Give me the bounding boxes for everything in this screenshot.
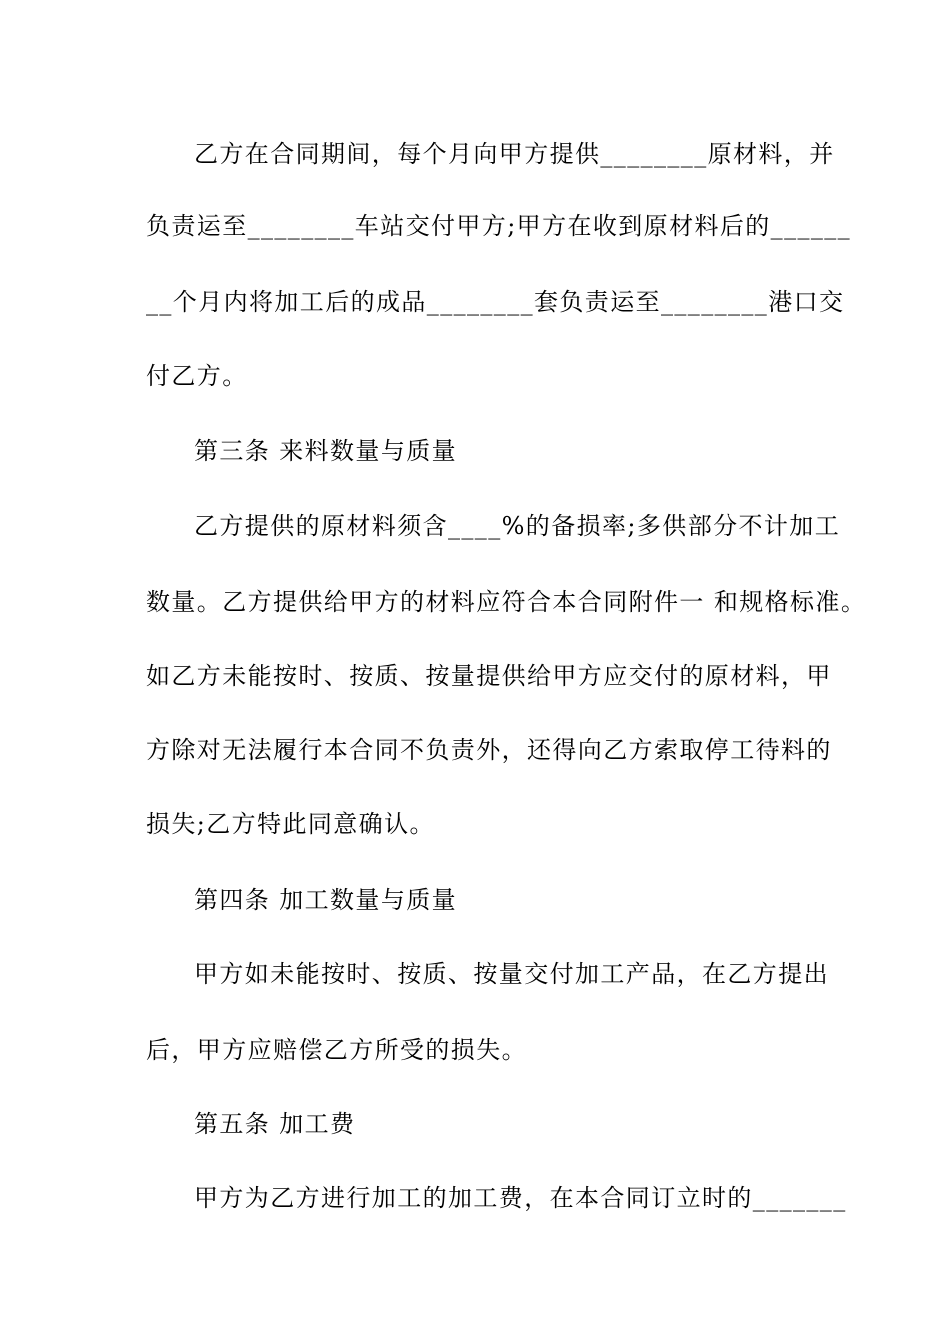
article-heading: 第四条 加工数量与质量 bbox=[194, 886, 458, 914]
paragraph-line: 后，甲方应赔偿乙方所受的损失。 bbox=[146, 1036, 527, 1064]
paragraph-line: 方除对无法履行本合同不负责外，还得向乙方索取停工待料的 bbox=[146, 736, 832, 764]
paragraph-line: 负责运至________车站交付甲方;甲方在收到原材料后的______ bbox=[146, 212, 852, 240]
paragraph-line: 如乙方未能按时、按质、按量提供给甲方应交付的原材料，甲 bbox=[146, 662, 832, 690]
article-heading: 第三条 来料数量与质量 bbox=[194, 437, 458, 465]
article-heading: 第五条 加工费 bbox=[194, 1110, 356, 1138]
paragraph-line: 甲方为乙方进行加工的加工费，在本合同订立时的_______ bbox=[194, 1184, 847, 1212]
paragraph-line: 甲方如未能按时、按质、按量交付加工产品，在乙方提出 bbox=[194, 960, 829, 988]
paragraph-line: 数量。乙方提供给甲方的材料应符合本合同附件一 和规格标准。 bbox=[146, 588, 867, 616]
paragraph-line: 损失;乙方特此同意确认。 bbox=[146, 810, 435, 838]
paragraph-line: __个月内将加工后的成品________套负责运至________港口交 bbox=[146, 288, 845, 316]
paragraph-line: 付乙方。 bbox=[146, 362, 248, 390]
paragraph-line: 乙方提供的原材料须含____%的备损率;多供部分不计加工 bbox=[194, 512, 841, 540]
paragraph-line: 乙方在合同期间，每个月向甲方提供________原材料，并 bbox=[194, 140, 835, 168]
